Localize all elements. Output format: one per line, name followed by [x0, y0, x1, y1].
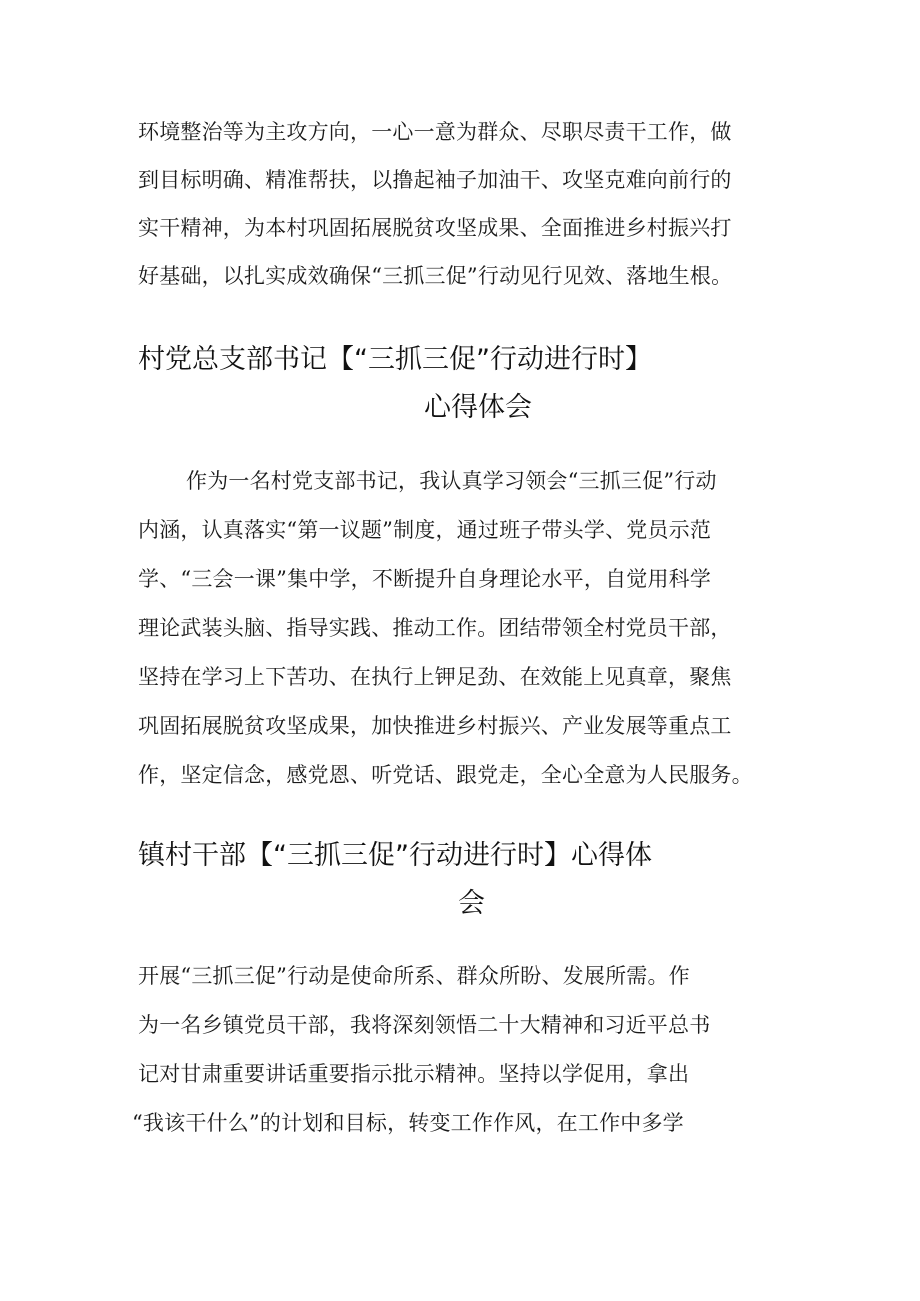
paragraph-line: 作，坚定信念，感党恩、听党话、跟党走，全心全意为人民服务。	[138, 763, 753, 787]
paragraph-line: 实干精神，为本村巩固拓展脱贫攻坚成果、全面推进乡村振兴打	[138, 216, 732, 240]
section-heading: 村党总支部书记【“三抓三促”行动进行时】	[138, 344, 652, 375]
paragraph-line: 好基础，以扎实成效确保“三抓三促”行动见行见效、落地生根。	[138, 264, 733, 288]
section-heading-continuation: 心得体会	[424, 392, 532, 423]
paragraph-line: 记对甘肃重要讲话重要指示批示精神。坚持以学促用，拿出	[138, 1062, 690, 1086]
paragraph-line: 坚持在学习上下苦功、在执行上钾足劲、在效能上见真章，聚焦	[138, 665, 732, 689]
paragraph-line: 环境整治等为主攻方向，一心一意为群众、尽职尽责干工作，做	[138, 120, 732, 144]
paragraph-line: 为一名乡镇党员干部，我将深刻领悟二十大精神和习近平总书	[138, 1013, 711, 1037]
paragraph-line: 内涵，认真落实“第一议题”制度，通过班子带头学、党员示范	[138, 518, 712, 542]
paragraph-line: 到目标明确、精准帮扶，以撸起袖子加油干、攻坚克难向前行的	[138, 168, 732, 192]
section-heading-continuation: 会	[458, 888, 485, 919]
paragraph-line: 巩固拓展脱贫攻坚成果，加快推进乡村振兴、产业发展等重点工	[138, 714, 732, 738]
paragraph-line: “我该干什么”的计划和目标，转变工作作风，在工作中多学	[132, 1111, 684, 1135]
section-heading: 镇村干部【“三抓三促”行动进行时】心得体	[138, 840, 652, 871]
paragraph-line: 开展“三抓三促”行动是使命所系、群众所盼、发展所需。作	[138, 964, 690, 988]
paragraph-line: 学、“三会一课”集中学，不断提升自身理论水平，自觉用科学	[138, 567, 712, 591]
paragraph-line: 作为一名村党支部书记，我认真学习领会“三抓三促”行动	[186, 469, 717, 493]
paragraph-line: 理论武装头脑、指导实践、推动工作。团结带领全村党员干部，	[138, 616, 732, 640]
